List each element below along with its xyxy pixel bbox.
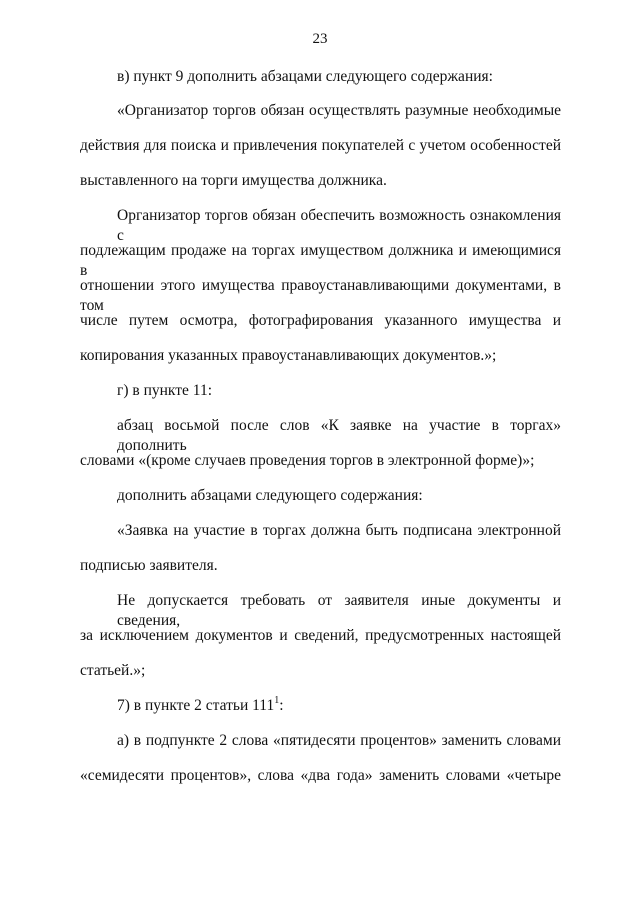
superscript-number: 1 [274, 695, 280, 706]
paragraph-line: Не допускается требовать от заявителя иные документы и сведения, [117, 592, 561, 629]
paragraph-line: «Заявка на участие в торгах должна быть подписана электронной [117, 522, 561, 539]
paragraph-line: за исключением документов и сведений, предусмотренных настоящей [80, 627, 561, 644]
paragraph-line: статьей.»; [80, 662, 146, 679]
paragraph-line: копирования указанных правоустанавливающих документов.»; [80, 347, 497, 364]
page-number: 23 [312, 31, 328, 47]
paragraph-line: г) в пункте 11: [117, 382, 213, 399]
paragraph-line: подлежащим продаже на торгах имуществом должника и имеющимися в [80, 242, 561, 279]
paragraph-line: Организатор торгов обязан обеспечить возможность ознакомления с [117, 207, 561, 244]
paragraph-line [117, 696, 561, 716]
paragraph-line: словами «(кроме случаев проведения торгов в электронной форме)»; [80, 452, 535, 469]
paragraph-line: дополнить абзацами следующего содержания: [117, 487, 423, 504]
article-reference: 7) в пункте 2 статьи 111 [117, 697, 275, 714]
paragraph-line: а) в подпункте 2 слова «пятидесяти процентов» заменить словами [117, 732, 561, 749]
paragraph-line: подписью заявителя. [80, 557, 218, 574]
article-reference-colon: : [279, 697, 284, 714]
paragraph-line: действия для поиска и привлечения покупателей с учетом особенностей [80, 137, 561, 154]
paragraph-line: отношении этого имущества правоустанавливающими документами, в том [80, 277, 561, 314]
paragraph-line: «Организатор торгов обязан осуществлять разумные необходимые [117, 102, 561, 119]
paragraph-line: «семидесяти процентов», слова «два года» заменить словами «четыре [80, 767, 561, 784]
paragraph-line: числе путем осмотра, фотографирования указанного имущества и [80, 312, 561, 329]
paragraph-line: выставленного на торги имущества должника. [80, 172, 387, 189]
paragraph-line: в) пункт 9 дополнить абзацами следующего содержания: [117, 68, 493, 85]
paragraph-line: абзац восьмой после слов «К заявке на участие в торгах» дополнить [117, 417, 561, 454]
